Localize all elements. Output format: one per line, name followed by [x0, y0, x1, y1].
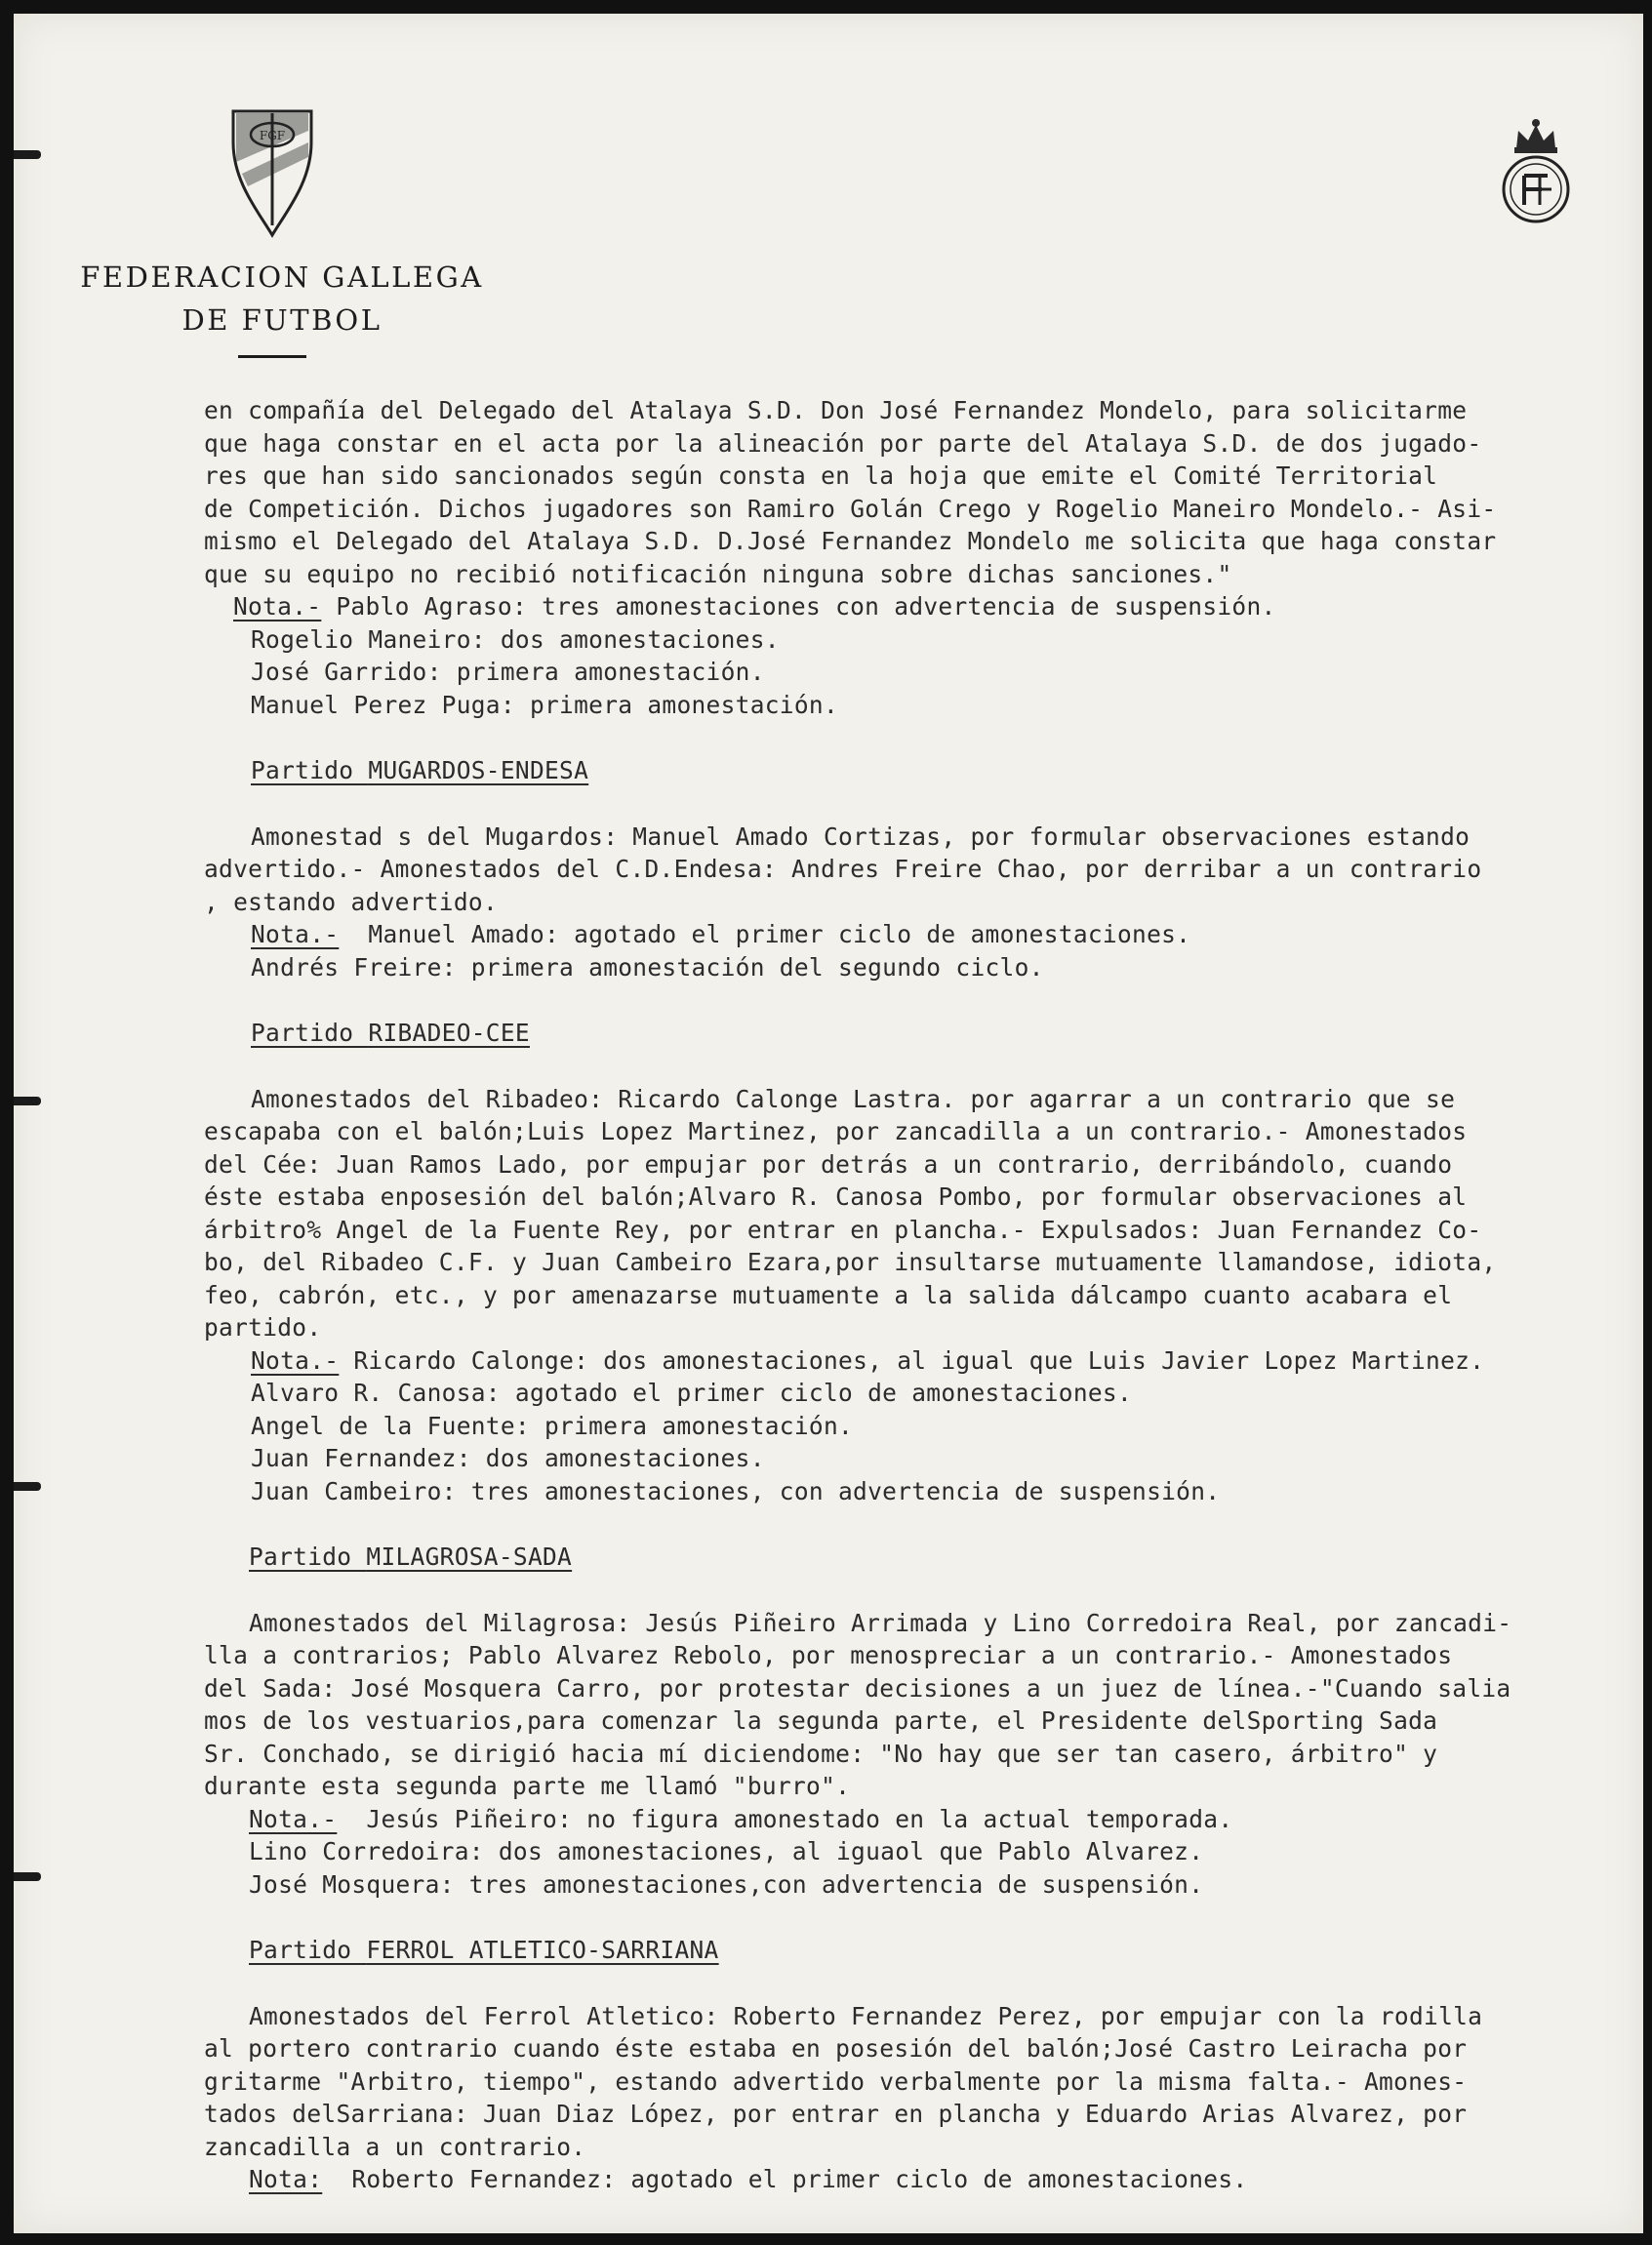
- text-line: del Sada: José Mosquera Carro, por protestar decisiones a un juez de línea.-"Cuando salia: [204, 1673, 1511, 1703]
- text-line: mismo el Delegado del Atalaya S.D. D.José Fernandez Mondelo me solicita que haga constar: [204, 527, 1497, 555]
- heading-prefix: Partido: [251, 756, 369, 784]
- org-name-line2: DE FUTBOL: [181, 303, 383, 337]
- match-heading: [204, 1017, 1629, 1050]
- galician-federation-shield-icon: [228, 103, 316, 240]
- text-line: árbitro% Angel de la Fuente Rey, por entrar en plancha.- Expulsados: Juan Fernandez Co-: [204, 1215, 1482, 1244]
- text-line: partido.: [204, 1313, 322, 1342]
- text-line: que haga constar en el acta por la alineación por parte del Atalaya S.D. de dos jugado-: [204, 428, 1482, 458]
- text-line: tados delSarriana: Juan Diaz López, por entrar en plancha y Eduardo Arias Alvarez, por: [204, 2100, 1468, 2128]
- text-line: Sr. Conchado, se dirigió hacia mí diciendome: "No hay que ser tan casero, árbitro" y: [204, 1739, 1438, 1768]
- text-line: bo, del Ribadeo C.F. y Juan Cambeiro Ezara,por insultarse mutuamente llamandose, idiota,: [204, 1248, 1497, 1276]
- text-line: Amonestad s del Mugardos: Manuel Amado Cortizas, por formular observaciones estando: [251, 822, 1471, 851]
- note-line: Juan Fernandez: dos amonestaciones.: [251, 1444, 765, 1472]
- text-line: Amonestados del Milagrosa: Jesús Piñeiro Arrimada y Lino Corredoira Real, por zancadi-: [249, 1608, 1512, 1637]
- binder-mark: [14, 1872, 41, 1881]
- note-label: Nota:: [249, 2165, 323, 2193]
- heading-name: MILAGROSA-SADA: [366, 1543, 573, 1571]
- heading-name: FERROL ATLETICO-SARRIANA: [366, 1936, 719, 1964]
- heading-name: MUGARDOS-ENDESA: [368, 756, 589, 784]
- text-line: al portero contrario cuando éste estaba en posesión del balón;José Castro Leiracha por: [204, 2034, 1468, 2063]
- heading-prefix: Partido: [249, 1543, 367, 1571]
- text-line: del Cée: Juan Ramos Lado, por empujar por detrás a un contrario, derribándolo, cuando: [204, 1149, 1453, 1179]
- match-heading: [204, 1934, 1629, 1967]
- note-line: [204, 1344, 1629, 1378]
- note-label: Nota.-: [233, 592, 322, 621]
- match-heading: [204, 754, 1629, 787]
- text-line: feo, cabrón, etc., y por amenazarse mutuamente a la salida dálcampo cuanto acabara el: [204, 1280, 1453, 1309]
- text-line: escapaba con el balón;Luis Lopez Martinez, por zancadilla a un contrario.- Amonestados: [204, 1117, 1468, 1145]
- text-line: mos de los vestuarios,para comenzar la segunda parte, el Presidente delSporting Sada: [204, 1706, 1438, 1735]
- text-line: éste estaba enposesión del balón;Alvaro R. Canosa Pombo, por formular observaciones al: [204, 1183, 1468, 1211]
- note-line: Juan Cambeiro: tres amonestaciones, con advertencia de suspensión.: [251, 1476, 1221, 1505]
- heading-prefix: Partido: [249, 1936, 367, 1964]
- note-line: Lino Corredoira: dos amonestaciones, al iguaol que Pablo Alvarez.: [249, 1837, 1204, 1865]
- royal-spanish-federation-crown-emblem-icon: [1497, 111, 1575, 228]
- binder-mark: [14, 1482, 41, 1491]
- note-line: [204, 918, 1629, 951]
- text-line: , estando advertido.: [204, 887, 499, 916]
- org-underline: [238, 355, 306, 358]
- note-label: Nota.-: [249, 1804, 338, 1833]
- text-line: en compañía del Delegado del Atalaya S.D. Don José Fernandez Mondelo, para solicitarme: [204, 396, 1468, 424]
- org-name-line1: FEDERACION GALLEGA: [80, 261, 484, 294]
- svg-text:FGF: FGF: [259, 129, 286, 142]
- binder-mark: [14, 1097, 41, 1105]
- heading-name: RIBADEO-CEE: [368, 1019, 530, 1047]
- note-line: Rogelio Maneiro: dos amonestaciones.: [251, 624, 780, 654]
- note-line: José Garrido: primera amonestación.: [251, 658, 765, 686]
- heading-prefix: Partido: [251, 1019, 369, 1047]
- note-text: Manuel Amado: agotado el primer ciclo de amonestaciones.: [339, 920, 1191, 948]
- note-line: [204, 2163, 1629, 2196]
- note-line: [204, 590, 1629, 623]
- text-line: que su equipo no recibió notificación ninguna sobre dichas sanciones.": [204, 559, 1232, 588]
- text-line: de Competición. Dichos jugadores son Ramiro Golán Crego y Rogelio Maneiro Mondelo.- Asi-: [204, 494, 1497, 523]
- note-line: Manuel Perez Puga: primera amonestación.: [251, 690, 839, 719]
- note-line: Angel de la Fuente: primera amonestación.: [251, 1411, 854, 1440]
- binder-mark: [14, 150, 41, 159]
- text-line: gritarme "Arbitro, tiempo", estando advertido verbalmente por la misma falta.- Amones-: [204, 2066, 1468, 2096]
- match-heading: [204, 1541, 1629, 1574]
- note-label: Nota.-: [251, 1345, 340, 1375]
- org-name: [53, 256, 511, 341]
- note-line: [204, 1803, 1629, 1836]
- note-line: Andrés Freire: primera amonestación del segundo ciclo.: [251, 952, 1044, 982]
- note-line: José Mosquera: tres amonestaciones,con advertencia de suspensión.: [249, 1869, 1204, 1899]
- note-line: Alvaro R. Canosa: agotado el primer ciclo de amonestaciones.: [251, 1379, 1133, 1407]
- text-line: advertido.- Amonestados del C.D.Endesa: Andres Freire Chao, por derribar a un contrario: [204, 855, 1482, 883]
- note-label: Nota.-: [251, 920, 340, 948]
- note-text: Pablo Agraso: tres amonestaciones con advertencia de suspensión.: [321, 592, 1276, 621]
- note-text: Jesús Piñeiro: no figura amonestado en la actual temporada.: [337, 1804, 1233, 1833]
- text-line: lla a contrarios; Pablo Alvarez Rebolo, por menospreciar a un contrario.- Amonestados: [204, 1641, 1453, 1669]
- text-line: Amonestados del Ferrol Atletico: Roberto Fernandez Perez, por empujar con la rodilla: [249, 2001, 1483, 2030]
- note-text: Ricardo Calonge: dos amonestaciones, al igual que Luis Javier Lopez Martinez.: [339, 1345, 1485, 1375]
- text-line: res que han sido sancionados según consta en la hoja que emite el Comité Territorial: [204, 461, 1438, 490]
- text-line: Amonestados del Ribadeo: Ricardo Calonge Lastra. por agarrar a un contrario que se: [251, 1084, 1456, 1113]
- document-body: [204, 394, 1629, 2196]
- document-page: [14, 14, 1643, 2233]
- text-line: durante esta segunda parte me llamó "burro".: [204, 1772, 851, 1800]
- note-text: Roberto Fernandez: agotado el primer ciclo de amonestaciones.: [322, 2165, 1248, 2193]
- text-line: zancadilla a un contrario.: [204, 2132, 586, 2161]
